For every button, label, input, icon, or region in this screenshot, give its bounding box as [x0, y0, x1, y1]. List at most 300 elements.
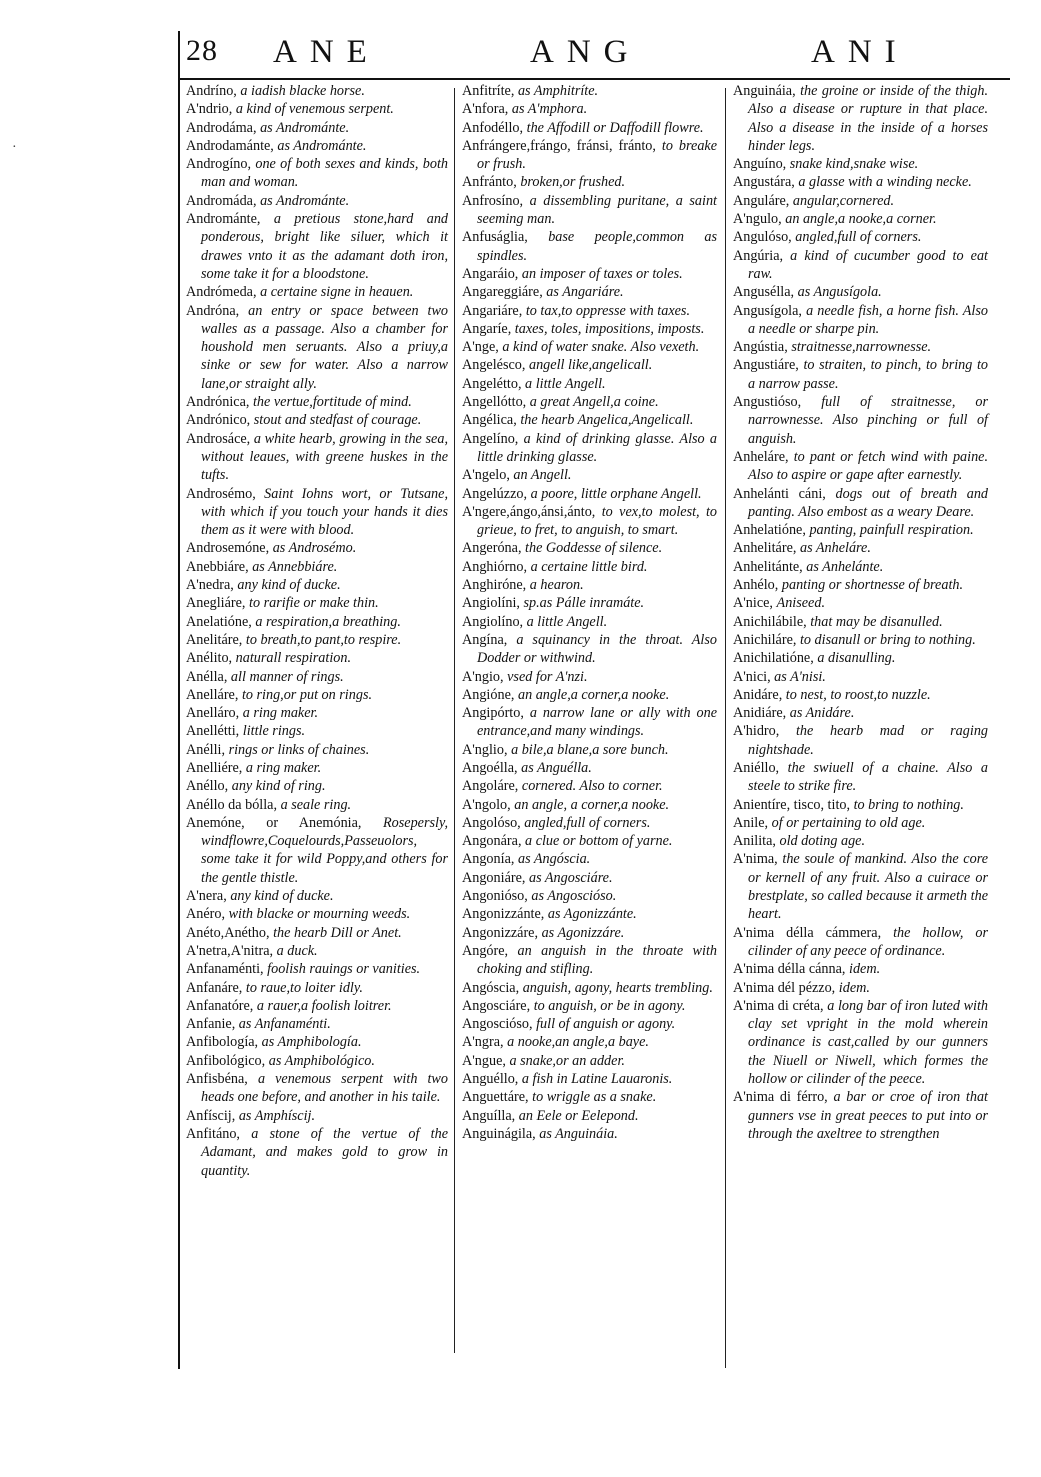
dictionary-entry [462, 997, 717, 1015]
entry-definition: base people,common as spindles. [477, 229, 717, 264]
dictionary-entry [462, 356, 717, 374]
entry-headword: Androdamánte, [186, 137, 274, 154]
entry-headword: Anhelánti cáni, [733, 485, 826, 502]
entry-headword: A'ngio, [462, 668, 504, 685]
entry-headword: Anguláre, [733, 192, 790, 209]
entry-definition: a kind of venemous serpent. [235, 101, 394, 118]
entry-definition: to straiten, to pinch, to bring to a narrow passe. [748, 357, 988, 392]
entry-headword: Anheláre, [733, 448, 789, 465]
entry-definition: to tax,to oppresse with taxes. [525, 302, 691, 319]
entry-definition: the swiuell of a chaine. Also a steele to strike fire. [748, 759, 988, 795]
dictionary-entry [462, 302, 717, 320]
dictionary-entry [462, 576, 717, 594]
entry-definition: to ring,or put on rings. [241, 686, 373, 703]
entry-headword: Anéto,Anétho, [186, 924, 270, 941]
left-margin-rule [178, 31, 180, 1369]
entry-headword: Anhelatióne, [733, 522, 806, 539]
entry-definition: the vertue,fortitude of mind. [252, 394, 412, 411]
entry-headword: Angipórto, [462, 705, 524, 722]
entry-definition: straitnesse,narrownesse. [791, 339, 932, 356]
dictionary-entry [462, 887, 717, 905]
entry-headword: Anguílla, [462, 1107, 516, 1124]
page-header [178, 34, 1008, 78]
entry-definition: any kind of ducke. [230, 888, 334, 905]
dictionary-entry [186, 155, 448, 192]
entry-definition: an imposer of taxes or toles. [521, 265, 683, 282]
entry-definition: to breake or frush. [477, 137, 718, 173]
dictionary-entry [186, 613, 448, 631]
entry-headword: Angoélla, [462, 759, 518, 776]
entry-headword: Anfanaménti, [186, 961, 264, 978]
dictionary-entry [186, 1107, 448, 1125]
dictionary-entry [733, 1088, 988, 1143]
dictionary-entry [733, 247, 988, 284]
entry-definition: as Anhelánte. [806, 558, 884, 575]
entry-headword: Anghiróne, [462, 577, 527, 594]
entry-headword: Anguettáre, [462, 1089, 529, 1106]
entry-definition: a duck. [276, 942, 318, 959]
entry-headword: Anemóne, or Anemónia, [186, 814, 362, 831]
entry-headword: Anguíno, [733, 156, 787, 173]
entry-definition: anguish, agony, hearts trembling. [522, 979, 713, 996]
dictionary-entry [733, 356, 988, 393]
entry-definition: full of straitnesse, or narrownesse. Also pinching or full of anguish. [748, 394, 988, 447]
entry-headword: Anfrosíno, [462, 192, 524, 209]
entry-definition: the Goddesse of silence. [525, 540, 663, 557]
dictionary-entry [733, 338, 988, 356]
entry-headword: Angosciáre, [462, 997, 531, 1014]
dictionary-entry [186, 649, 448, 667]
entry-definition: as Andrománte. [260, 192, 350, 209]
entry-headword: A'ngue, [462, 1052, 506, 1069]
entry-headword: Anfanáre, [186, 979, 243, 996]
entry-headword: Anfrángere,frángo, fránsi, fránto, [462, 137, 656, 154]
dictionary-entry [462, 1015, 717, 1033]
dictionary-entry [462, 850, 717, 868]
entry-headword: Anientíre, tisco, tito, [733, 796, 851, 813]
entry-definition: a iadish blacke horse. [240, 83, 365, 99]
entry-definition: panting or shortnesse of breath. [781, 577, 964, 594]
entry-definition: a long bar of iron luted with clay set vpright in the mold wherein ordinance is cast,called by our gunners the Niuell or Niwell, which formes the hollow or cilinder of the peece. [748, 997, 989, 1088]
entry-definition: taxes, toles, impositions, imposts. [514, 320, 705, 337]
dictionary-entry [186, 979, 448, 997]
margin-mark: · [12, 140, 17, 155]
dictionary-entry [733, 850, 988, 923]
entry-headword: A'ngere,ángo,ánsi,ánto, [462, 503, 596, 520]
entry-headword: Anfanie, [186, 1016, 236, 1033]
entry-definition: as Andrománte. [260, 119, 350, 136]
dictionary-entry [186, 192, 448, 210]
header-rule [178, 78, 1010, 80]
entry-definition: idem. [849, 961, 881, 978]
entry-definition: a dissembling puritane, a saint seeming man. [477, 192, 717, 228]
entry-definition: as Angosciáre. [528, 869, 613, 886]
entry-headword: Angaráio, [462, 265, 519, 282]
entry-definition: to wriggle as a snake. [532, 1089, 657, 1106]
entry-headword: Andrómeda, [186, 284, 257, 301]
entry-headword: A'ngulo, [733, 211, 782, 228]
entry-definition: an Angell. [513, 467, 572, 484]
entry-headword: A'ngelo, [462, 467, 510, 484]
entry-headword: A'nima dél pézzo, [733, 979, 836, 996]
entry-definition: a squinancy in the throat. Also Dodder or withwind. [477, 631, 717, 667]
dictionary-entry [186, 558, 448, 576]
entry-headword: Angusélla, [733, 284, 795, 301]
entry-headword: Anelláre, [186, 686, 239, 703]
entry-headword: Andromáda, [186, 192, 257, 209]
entry-definition: broken,or frushed. [520, 174, 626, 191]
running-head-center: ANG [530, 34, 641, 70]
entry-headword: Anfanatóre, [186, 997, 254, 1014]
dictionary-entry [186, 686, 448, 704]
entry-headword: Angelíno, [462, 430, 519, 447]
dictionary-entry [186, 960, 448, 978]
entry-definition: as Amphibología. [261, 1034, 362, 1051]
entry-definition: as A'nisi. [774, 668, 826, 685]
entry-definition: a snake,or an adder. [509, 1052, 625, 1069]
dictionary-entry [733, 594, 988, 612]
entry-headword: Andríno, [186, 83, 237, 99]
dictionary-entry [733, 686, 988, 704]
dictionary-entry [462, 283, 717, 301]
dictionary-entry [186, 741, 448, 759]
dictionary-entry [462, 686, 717, 704]
entry-headword: Angoscióso, [462, 1016, 533, 1033]
entry-headword: A'nima di créta, [733, 997, 824, 1014]
entry-headword: A'ngra, [462, 1034, 504, 1051]
entry-definition: Saint Iohns wort, or Tutsane, with which if you touch your hands it dies them as it were with blood. [201, 485, 448, 539]
entry-headword: Anichilábile, [733, 613, 807, 630]
entry-headword: Angonizzánte, [462, 906, 545, 923]
entry-definition: as Angariáre. [546, 284, 624, 301]
entry-headword: A'nera, [186, 888, 227, 905]
entry-definition: Rosepersly, windflowre,Coquelourds,Passeuolors, some take it for wild Poppy,and others for the gentle thistle. [201, 814, 448, 886]
entry-headword: Anegliáre, [186, 595, 246, 612]
entry-definition: a venemous serpent with two heads one before, and another in his taile. [201, 1071, 448, 1106]
entry-headword: Anélli, [186, 741, 226, 758]
entry-definition: old doting age. [779, 833, 866, 850]
entry-definition: a kind of cucumber good to eat raw. [748, 247, 988, 282]
dictionary-entry [462, 411, 717, 429]
entry-headword: Anguéllo, [462, 1071, 519, 1088]
entry-definition: as Angoscióso. [531, 888, 617, 905]
dictionary-entry [462, 1088, 717, 1106]
column-right [733, 82, 988, 1143]
entry-headword: Angélica, [462, 412, 517, 429]
entry-definition: the groine or inside of the thigh. Also a disease or rupture in that place. Also a disease in the inside of a horses hinder legs. [748, 83, 989, 154]
dictionary-entry [733, 979, 988, 997]
entry-definition: Aniseed. [776, 595, 825, 612]
entry-definition: the hearb mad or raging nightshade. [748, 723, 989, 758]
entry-definition: as Amphibológico. [268, 1052, 375, 1069]
dictionary-entry [733, 631, 988, 649]
entry-headword: Anhélo, [733, 577, 779, 594]
entry-definition: panting, painfull respiration. [809, 522, 974, 539]
entry-definition: a hearon. [529, 577, 584, 594]
entry-definition: as Angóscia. [517, 851, 591, 868]
entry-definition: to anguish, or be in agony. [533, 997, 686, 1014]
entry-headword: Anelatióne, [186, 613, 252, 630]
entry-definition: dogs out of breath and panting. Also embost as a weary Deare. [748, 485, 989, 520]
dictionary-entry [462, 1107, 717, 1125]
entry-definition: a disanulling. [817, 650, 896, 667]
dictionary-entry [462, 1070, 717, 1088]
entry-headword: Angína, [462, 631, 508, 648]
dictionary-entry [733, 485, 988, 522]
entry-headword: A'nice, [733, 595, 773, 612]
entry-definition: a seale ring. [280, 796, 352, 813]
entry-headword: Anichilatióne, [733, 650, 814, 667]
dictionary-entry [186, 759, 448, 777]
entry-headword: A'nima, [733, 851, 778, 868]
dictionary-entry [186, 1070, 448, 1107]
entry-headword: Anéro, [186, 906, 226, 923]
dictionary-entry [186, 119, 448, 137]
entry-definition: the hearb Angelica,Angelicall. [520, 412, 694, 429]
dictionary-entry [462, 759, 717, 777]
entry-headword: Angustióso, [733, 394, 802, 411]
entry-headword: Anfitríte, [462, 83, 515, 99]
entry-headword: Androsémo, [186, 485, 256, 502]
dictionary-entry [186, 594, 448, 612]
entry-headword: Andrónico, [186, 412, 251, 429]
entry-headword: Anfibología, [186, 1034, 259, 1051]
entry-definition: a rauer,a foolish loitrer. [256, 997, 392, 1014]
entry-headword: Angelétto, [462, 375, 522, 392]
dictionary-entry [186, 1052, 448, 1070]
entry-headword: Anguináia, [733, 83, 796, 99]
dictionary-entry [733, 283, 988, 301]
entry-headword: Angiolíno, [462, 613, 524, 630]
dictionary-entry [462, 613, 717, 631]
dictionary-entry [462, 466, 717, 484]
dictionary-entry [462, 905, 717, 923]
dictionary-entry [186, 1125, 448, 1180]
dictionary-entry [186, 942, 448, 960]
entry-headword: Angóscia, [462, 979, 520, 996]
entry-headword: Anélito, [186, 650, 233, 667]
dictionary-entry [733, 558, 988, 576]
entry-headword: Angióne, [462, 686, 515, 703]
dictionary-entry [186, 1033, 448, 1051]
entry-headword: Angonára, [462, 833, 522, 850]
dictionary-entry [733, 448, 988, 485]
entry-headword: Andrománte, [186, 211, 261, 228]
entry-definition: a clue or bottom of yarne. [525, 833, 673, 850]
dictionary-entry [186, 137, 448, 155]
entry-definition: snake kind,snake wise. [789, 156, 919, 173]
entry-definition: the Affodill or Daffodill flowre. [526, 119, 704, 136]
entry-definition: as Amphíscij. [238, 1107, 316, 1124]
entry-headword: Anhelitáre, [733, 540, 797, 557]
entry-headword: Anilita, [733, 833, 776, 850]
entry-definition: rings or links of chaines. [228, 741, 370, 758]
dictionary-entry [733, 960, 988, 978]
entry-headword: Angonía, [462, 851, 515, 868]
entry-headword: Androsáce, [186, 430, 251, 447]
entry-definition: a kind of water snake. Also vexeth. [502, 339, 700, 356]
entry-definition: as Amphitríte. [517, 83, 599, 99]
entry-headword: Angústia, [733, 339, 788, 356]
dictionary-entry [186, 668, 448, 686]
dictionary-entry [462, 485, 717, 503]
dictionary-entry [733, 759, 988, 796]
dictionary-entry [462, 338, 717, 356]
entry-headword: Anelliére, [186, 759, 243, 776]
dictionary-entry [733, 393, 988, 448]
dictionary-entry [462, 173, 717, 191]
dictionary-entry [733, 704, 988, 722]
entry-definition: a certaine little bird. [530, 558, 648, 575]
dictionary-entry [186, 283, 448, 301]
entry-definition: as Anfanaménti. [238, 1016, 331, 1033]
entry-definition: to raue,to loiter idly. [245, 979, 363, 996]
dictionary-entry [462, 869, 717, 887]
dictionary-entry [462, 814, 717, 832]
entry-definition: sp.as Pálle inramáte. [523, 595, 645, 612]
entry-definition: as Anguináia. [539, 1125, 618, 1142]
entry-headword: Anguinágila, [462, 1125, 536, 1142]
entry-definition: one of both sexes and kinds, both man and woman. [201, 156, 448, 191]
entry-headword: Angustiáre, [733, 357, 799, 374]
entry-headword: Angoniáre, [462, 869, 526, 886]
entry-headword: Angusígola, [733, 302, 802, 319]
dictionary-entry [733, 576, 988, 594]
dictionary-entry [186, 485, 448, 540]
dictionary-entry [462, 777, 717, 795]
dictionary-entry [733, 173, 988, 191]
dictionary-entry [462, 137, 717, 174]
entry-definition: naturall respiration. [235, 650, 352, 667]
entry-headword: Anellétti, [186, 723, 240, 740]
dictionary-entry [733, 832, 988, 850]
entry-definition: with blacke or mourning weeds. [228, 906, 411, 923]
dictionary-entry [462, 558, 717, 576]
column-divider [725, 88, 726, 1368]
dictionary-entry [733, 924, 988, 961]
entry-definition: as Agonizzánte. [547, 906, 637, 923]
entry-definition: little rings. [242, 723, 306, 740]
dictionary-entry [186, 905, 448, 923]
entry-definition: foolish rauings or vanities. [267, 961, 421, 978]
dictionary-entry [186, 393, 448, 411]
dictionary-entry [186, 539, 448, 557]
entry-definition: cornered. Also to corner. [521, 778, 663, 795]
dictionary-entry [186, 302, 448, 393]
dictionary-entry [733, 192, 988, 210]
dictionary-entry [462, 265, 717, 283]
page-number: 28 [186, 34, 218, 67]
entry-definition: a fish in Latine Lauaronis. [521, 1071, 673, 1088]
dictionary-entry [733, 668, 988, 686]
entry-definition: a bar or croe of iron that gunners vse in great peeces to put into or through the axeltree to strengthen [748, 1089, 988, 1142]
dictionary-entry [733, 997, 988, 1088]
entry-headword: Anhelitánte, [733, 558, 803, 575]
entry-definition: stout and stedfast of courage. [253, 412, 422, 429]
entry-headword: Anebbiáre, [186, 558, 249, 575]
entry-headword: A'netra,A'nitra, [186, 942, 274, 959]
dictionary-entry [186, 430, 448, 485]
entry-headword: A'hidro, [733, 723, 780, 740]
entry-definition: vsed for A'nzi. [507, 668, 588, 685]
entry-definition: a poore, little orphane Angell. [530, 485, 702, 502]
dictionary-entry [186, 722, 448, 740]
column-middle [462, 82, 717, 1143]
entry-definition: a needle fish, a horne fish. Also a needle or sharpe pin. [748, 302, 988, 337]
entry-headword: Aniéllo, [733, 759, 780, 776]
entry-definition: a glasse with a winding necke. [798, 174, 972, 191]
running-head-right: ANI [811, 34, 909, 70]
entry-headword: A'nici, [733, 668, 771, 685]
entry-headword: Anfíscij, [186, 1107, 236, 1124]
entry-headword: Angonizzáre, [462, 924, 539, 941]
dictionary-entry [733, 82, 988, 155]
dictionary-entry [733, 613, 988, 631]
dictionary-entry [186, 100, 448, 118]
entry-definition: to disanull or bring to nothing. [799, 631, 976, 648]
entry-headword: A'nfora, [462, 101, 509, 118]
entry-definition: the hearb Dill or Anet. [273, 924, 402, 941]
entry-definition: any kind of ducke. [237, 577, 341, 594]
entry-headword: Angellótto, [462, 394, 527, 411]
entry-definition: a nooke,an angle,a baye. [507, 1034, 649, 1051]
entry-headword: Angúria, [733, 247, 784, 264]
entry-definition: as A'mphora. [511, 101, 588, 118]
dictionary-entry [733, 155, 988, 173]
entry-definition: as Agonizzáre. [541, 924, 625, 941]
dictionary-entry [186, 924, 448, 942]
entry-headword: Andróna, [186, 302, 240, 319]
dictionary-entry [186, 210, 448, 283]
running-head-left: ANE [273, 34, 380, 70]
entry-headword: Angoláre, [462, 778, 519, 795]
entry-headword: A'nima di férro, [733, 1089, 828, 1106]
entry-definition: as Angusígola. [797, 284, 882, 301]
dictionary-entry [462, 320, 717, 338]
column-left [186, 82, 448, 1180]
dictionary-entry [186, 576, 448, 594]
entry-headword: Anidiáre, [733, 705, 787, 722]
entry-headword: Angiolíni, [462, 595, 520, 612]
dictionary-entry [733, 796, 988, 814]
dictionary-entry [462, 192, 717, 229]
dictionary-entry [186, 814, 448, 887]
entry-definition: to breath,to pant,to respire. [245, 631, 402, 648]
entry-definition: a pretious stone,hard and ponderous, bright like siluer, which it drawes vnto it as the adamant doth iron, some take it for a bloodstone. [201, 211, 449, 282]
entry-headword: Anfibológico, [186, 1052, 266, 1069]
entry-definition: to bring to nothing. [853, 796, 964, 813]
entry-definition: as Anidáre. [789, 705, 855, 722]
entry-definition: a certaine signe in heauen. [260, 284, 414, 301]
entry-definition: to nest, to roost,to nuzzle. [785, 686, 931, 703]
dictionary-entry [462, 942, 717, 979]
entry-headword: Anichiláre, [733, 631, 797, 648]
column-divider [454, 88, 455, 1353]
dictionary-entry [462, 539, 717, 557]
entry-headword: Androsemóne, [186, 540, 270, 557]
dictionary-entry [462, 393, 717, 411]
entry-headword: Andrónica, [186, 394, 250, 411]
entry-headword: Anelitáre, [186, 631, 243, 648]
entry-definition: a great Angell,a coine. [529, 394, 659, 411]
entry-headword: Anfitáno, [186, 1125, 240, 1142]
dictionary-entry [186, 704, 448, 722]
entry-headword: Anfodéllo, [462, 119, 524, 136]
dictionary-entry [186, 796, 448, 814]
entry-definition: angled,full of corners. [795, 229, 922, 246]
dictionary-entry [733, 302, 988, 339]
entry-definition: a ring maker. [245, 759, 322, 776]
